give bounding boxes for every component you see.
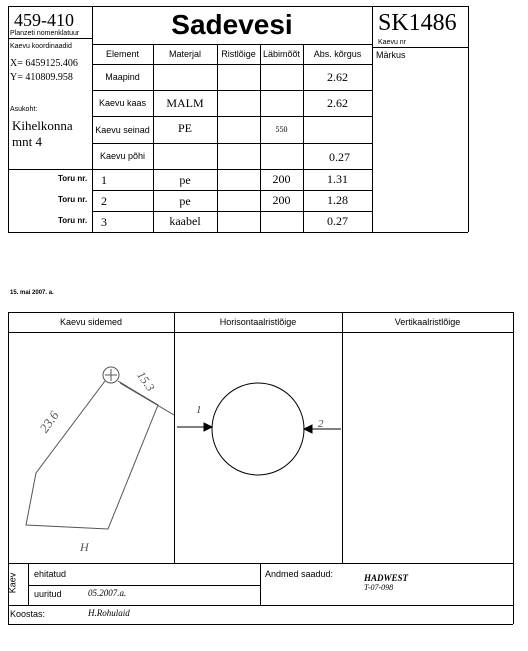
page-title: Sadevesi bbox=[171, 9, 293, 40]
pipe-material: pe bbox=[179, 173, 191, 187]
pipe-nr: 2 bbox=[101, 194, 107, 208]
row-element: Kaevu kaas bbox=[98, 98, 147, 108]
built-label: ehitatud bbox=[34, 569, 67, 579]
notes-caption: Märkus bbox=[376, 50, 406, 60]
well-id-caption: Kaevu nr bbox=[378, 39, 407, 46]
row-element: Kaevu põhi bbox=[99, 151, 146, 161]
surveyed-label: uuritud bbox=[34, 589, 62, 599]
pipe-height: 1.28 bbox=[327, 193, 348, 207]
pipe-label: Toru nr. bbox=[58, 195, 88, 204]
data-source-label: Andmed saadud: bbox=[265, 569, 334, 579]
col-section: Ristlõige bbox=[221, 49, 256, 59]
map-code: 459-410 bbox=[14, 10, 74, 30]
author-label: Koostas: bbox=[10, 609, 46, 619]
data-source-ref: T-07-098 bbox=[364, 583, 394, 592]
pipe-label: Toru nr. bbox=[58, 174, 88, 183]
surveyed-value: 05.2007.a. bbox=[88, 588, 127, 598]
row-element: Maapind bbox=[105, 72, 140, 82]
data-source-value: HADWEST bbox=[364, 573, 409, 583]
pipe-diameter: 200 bbox=[272, 172, 291, 186]
coords-caption: Kaevu koordinaadid bbox=[10, 43, 72, 50]
row-height: 2.62 bbox=[327, 69, 348, 84]
author-value: H.Rohulaid bbox=[88, 608, 130, 618]
pipe-height: 0.27 bbox=[327, 214, 348, 228]
row-material: PE bbox=[177, 120, 192, 135]
well-id: SK1486 bbox=[378, 10, 457, 36]
col-diameter: Läbimõõt bbox=[262, 49, 301, 59]
row-height: 0.27 bbox=[329, 149, 350, 164]
map-code-caption: Planzeti nomenklatuur bbox=[10, 30, 80, 37]
col-material: Materjal bbox=[168, 49, 201, 59]
row-element: Kaevu seinad bbox=[95, 124, 150, 135]
col-element: Element bbox=[105, 49, 140, 59]
sketch-mark: H bbox=[80, 540, 89, 554]
distance-label: 15.3 bbox=[134, 368, 158, 394]
row-height: 2.62 bbox=[327, 95, 348, 110]
location-line1: Kihelkonna bbox=[12, 118, 73, 133]
coord-x: X= 6459125.406 bbox=[10, 58, 78, 69]
row-diameter: 550 bbox=[275, 125, 288, 134]
col-height: Abs. kõrgus bbox=[313, 49, 362, 59]
pipe-diameter: 200 bbox=[272, 193, 291, 207]
panel-title-left: Kaevu sidemed bbox=[59, 317, 123, 327]
pipe-number: 2 bbox=[318, 418, 324, 430]
pipe-material: pe bbox=[179, 194, 191, 208]
side-label: Kaev bbox=[7, 572, 18, 594]
location-line2: mnt 4 bbox=[12, 134, 42, 149]
panel-title-right: Vertikaalristlõige bbox=[394, 317, 461, 327]
pipe-height: 1.31 bbox=[327, 172, 348, 186]
pipe-nr: 3 bbox=[101, 215, 107, 229]
row-material: MALM bbox=[166, 95, 204, 110]
coord-y: Y= 410809.958 bbox=[10, 72, 73, 83]
pipe-material: kaabel bbox=[169, 214, 201, 228]
distance-label: 23.6 bbox=[36, 408, 62, 436]
pipe-nr: 1 bbox=[101, 173, 107, 187]
well-location-sketch bbox=[8, 333, 174, 563]
document-date: 15. mai 2007. a. bbox=[10, 290, 54, 296]
pipe-label: Toru nr. bbox=[58, 216, 88, 225]
panel-title-middle: Horisontaalristlõige bbox=[219, 317, 297, 327]
location-caption: Asukoht: bbox=[10, 106, 38, 113]
horizontal-section-drawing bbox=[175, 333, 341, 563]
pipe-number: 1 bbox=[196, 404, 202, 416]
